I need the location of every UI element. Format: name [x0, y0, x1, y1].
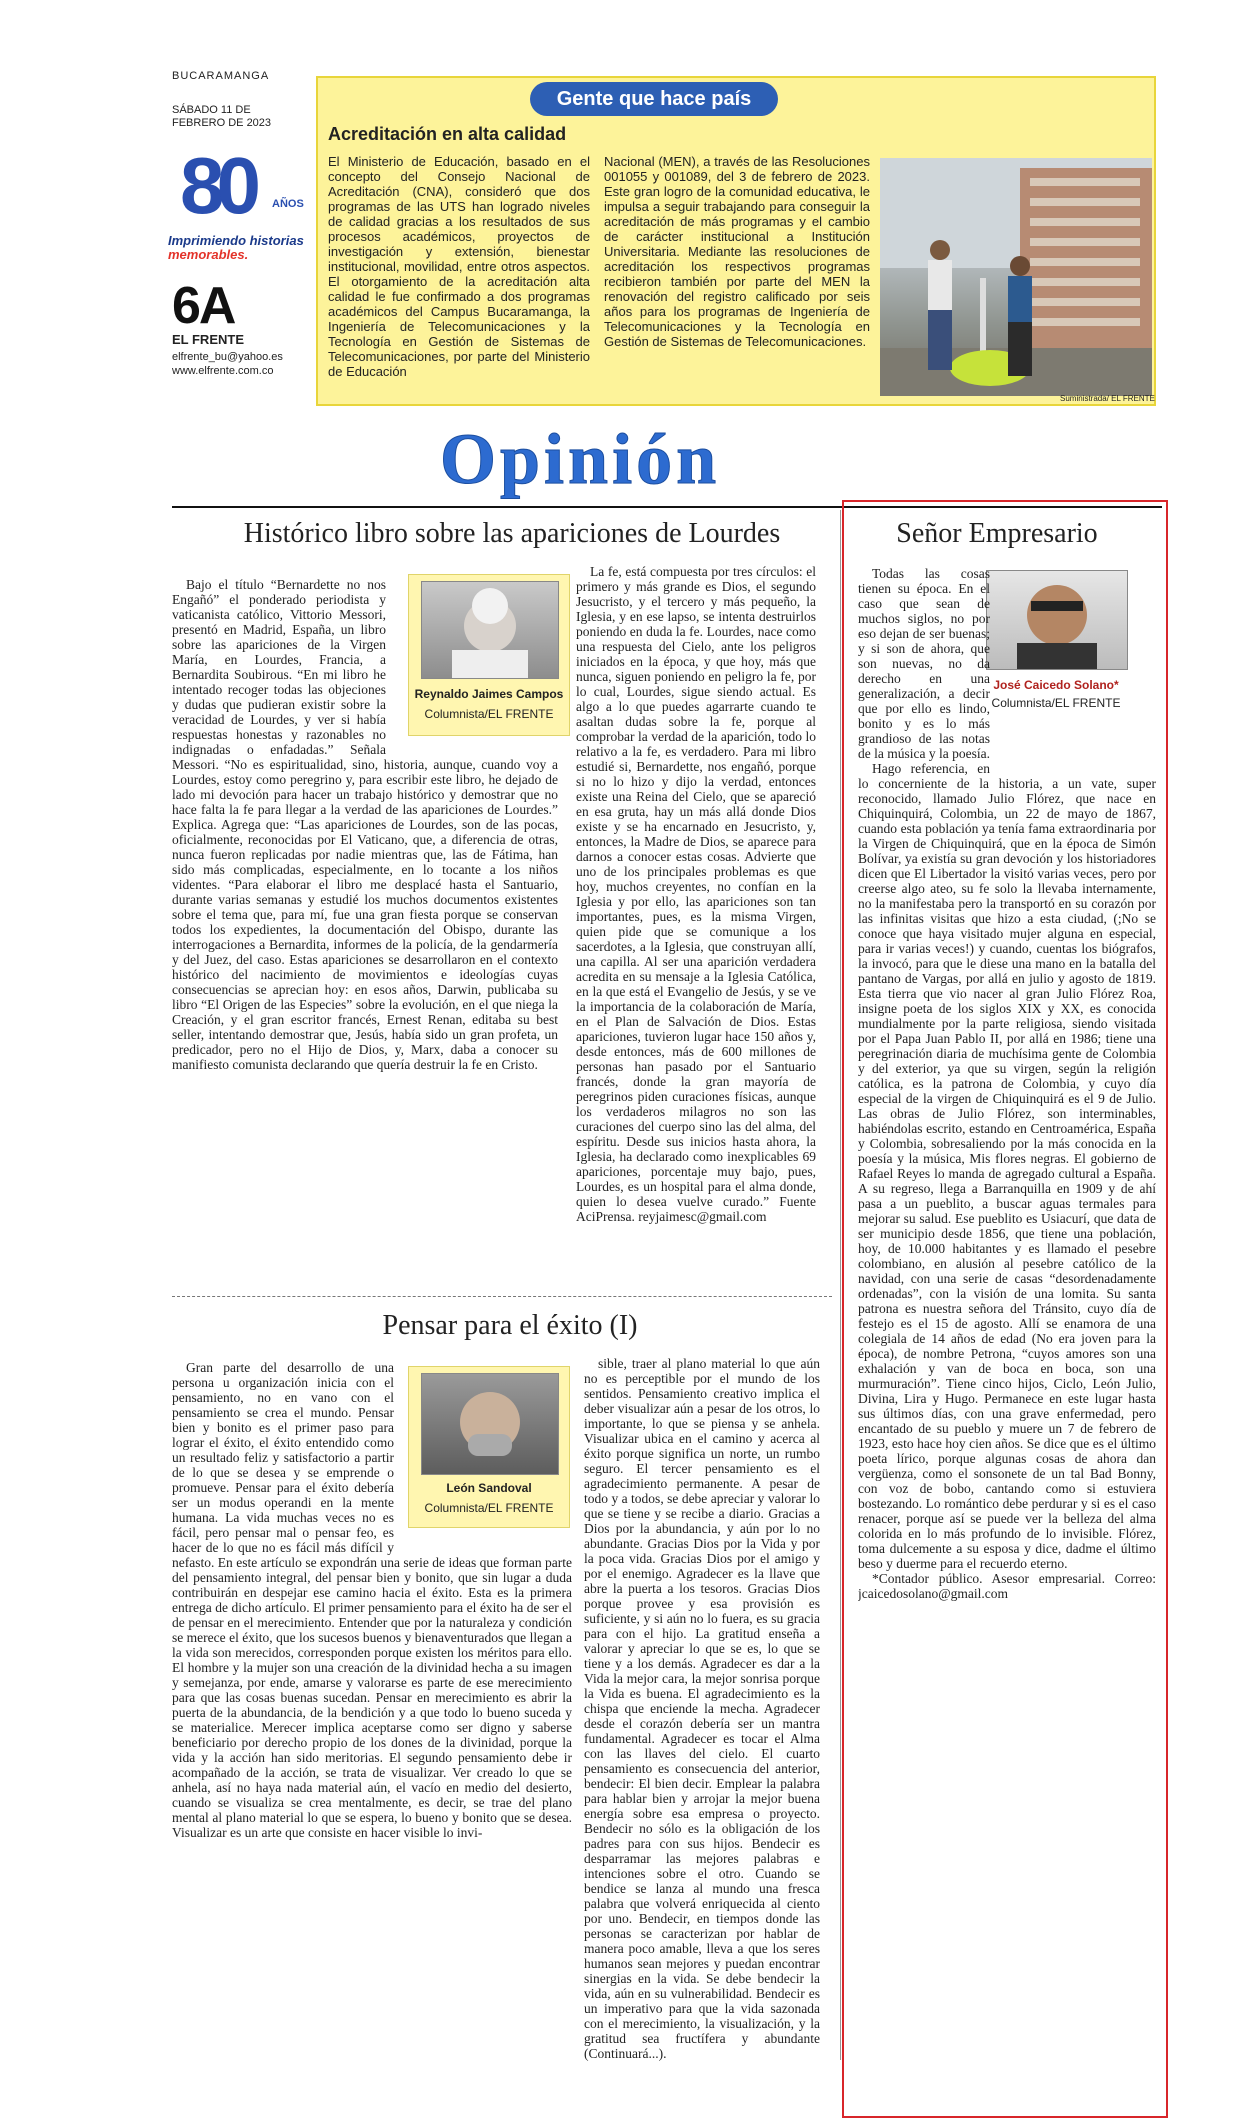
- slogan-line1: Imprimiendo historias: [168, 233, 304, 248]
- article2-column-a: [172, 1360, 572, 2080]
- article1-photo-spacer: [386, 577, 558, 747]
- article2-photo-spacer: [394, 1360, 572, 1544]
- article3-body: [858, 566, 1156, 2106]
- feature-title: Acreditación en alta calidad: [328, 124, 567, 144]
- article3-author-name: José Caicedo Solano*: [993, 678, 1119, 692]
- article1-author-role: Columnista/EL FRENTE: [424, 707, 554, 721]
- article2-text-b: sible, traer al plano material lo que aún no es perceptible por el mundo de los sentidos. Pensamiento creativo implica el deber visualizar aún a pesar de los otros, lo importante, lo que se piensa y se anhela. Visualizar ubica en el camino y acerca al éxito porque significa un norte, un rumbo seguro. El tercer pensamiento es el agradecimiento permanente. A pesar de todo y a todos, se debe apreciar y valorar lo que se tiene y se recibe a diario. Gracias a Dios por la abundancia, y aún por lo no abundante. Gracias Dios por la Vida y por la poca vida. Gracias Dios por el amigo y por el enemigo. Agradecer es la llave que abre la puerta a los tesoros. Gracias Dios porque provee y esa provisión es suficiente, y si aún no lo fuera, es su gracia para con el hijo. La gratitud enseña a valorar y apreciar lo que se es, lo que se tiene y a los demás. Agradecer es dar a la Vida la mejor cara, la mejor sonrisa porque la Vida es buena. El agradecimiento es la chispa que enciende la mecha. Agradecer desde el corazón debería ser un mantra fundamental. Agradecer es tocar el Alma con las llaves del cielo. El cuarto pensamiento es consecuencia del anterior, bendecir: El bien decir. Emplear la palabra para hablar bien y arrojar la mejor buena energía sobre esa empresa o proyecto. Bendecir no sólo es la obligación de los padres para con sus hijos. Bendecir es desparramar las mejores palabras e intenciones sobre el otro. Cuando se bendice se lanza al mundo una fresca palabra que volverá enriquecida al ciento por uno. Bendecir, en tiempos donde las personas se caracterizan por hablar de manera poco amable, lleva a que los seres humanos sean mejores y puedan encontrar sinergias en la vida. Se debe bendecir la vida, aún en su vulnerabilidad. Bendecir es un imperativo para que la vida sazonada con el merecimiento, la visualización, y la gratitud sea fructífera y abundante (Continuará...).: [584, 1356, 820, 2061]
- column-divider: [840, 510, 841, 2060]
- article-separator: [172, 1296, 832, 1297]
- article3-title: Señor Empresario: [896, 518, 1098, 549]
- anniversary-number: 80: [180, 141, 253, 230]
- article2-text-a: Gran parte del desarrollo de una persona u organización inicia con el pensamiento, no en vano con el pensamiento se crea el mundo. Pensar bien y bonito es el primer paso para lograr el éxito, el éxito entendido como un resultado feliz y satisfactorio a partir de lo que se desea y se emprende o promueve. Pensar para el éxito debería ser un modus operandi en la mente humana. La vida muchas veces no es fácil, pero pensar mal o pensar feo, es hacer de lo que no es fácil más difícil y nefasto. En este artículo se expondrán una serie de ideas que forman parte del pensamiento integral, del pensar bien y bonito, que sin lugar a duda contribuirán en despejar ese camino hacia el éxito. Esta es la primera entrega de dicho artículo. El primer pensamiento para el éxito ha de ser el de pensar en el merecimiento. Entender que por la naturaleza y condición se merece el éxito, que los sucesos buenos y bienaventurados que llegan a la vida son merecidos, corresponden porque existen los méritos para ello. El hombre y la mujer son una creación de la divinidad hecha a su imagen y semejanza, por ende, amarse y valorarse es parte de ese merecimiento para que las cosas buenas sucedan. Pensar en merecimiento es abrir la puerta de la abundancia, de la bendición y a que todo lo bueno suceda y se materialice. Merecer implica aceptarse como ser digno y saberse beneficiario por derecho propio de los dones de la divinidad, porque la vida y la acción han sido meritorias. El segundo pensamiento debe ir acompañado de la acción, se trata de visualizar. Ver creado lo que se anhela, así no haya nada material aún, el vacío en medio del desierto, cuando se visualiza se crea mentalmente, es decir, se trae del plano mental al plano material lo que se espera, lo bueno y bonito que se desea. Visualizar es un arte que consiste en hacer visible lo invi-: [172, 1360, 572, 1840]
- page-number: 6A: [172, 277, 235, 335]
- date-label: SÁBADO 11 DE FEBRERO DE 2023: [172, 104, 272, 129]
- website-link[interactable]: www.elfrente.com.co: [172, 365, 274, 377]
- students-building-image: [880, 158, 1152, 396]
- city-label: BUCARAMANGA: [172, 70, 270, 82]
- article1-author-name: Reynaldo Jaimes Campos: [414, 687, 564, 701]
- article1-text-a: Bajo el título “Bernardette no nos Engañó” el ponderado periodista y vaticanista católico, Vittorio Messori, presentó en Madrid, España, un libro sobre las apariciones de la Virgen María, en Lourdes, Francia, a Bernardita Soubirous. “En mi libro he intentado recoger todas las objeciones y dudas que pudieran existir sobre la veracidad de Lourdes, y ver si había respuestas honestas y razonables no indignadas o enfadadas.” Señala Messori. “No es espiritualidad, sino, historia, aunque, cuando voy a Lourdes, estoy como peregrino y, para escribir este libro, he dejado de lado mi devoción para hacer un trabajo histórico y demostrar que no hace falta la fe para llegar a la verdad de las apariciones de Lourdes.” Explica. Agrega que: “Las apariciones de Lourdes, son de las pocas, oficialmente, reconocidas por El Vaticano, que, a diferencia de otras, nunca fueron replicadas por nadie mientras que, las de Fátima, han sido más complicadas, especialmente, en lo tocante a los niños videntes. “Para elaborar el libro me desplacé hasta el Santuario, durante varias semanas y estudié los muchos documentos existentes sobre el tema que, para mí, fue una gran fiesta porque se conservan todos los expedientes, la documentación del Obispo, durante las interrogaciones a Bernardita, informes de la policía, de la gendarmería y del Juez, del caso. Estas apariciones se desarrollaron en el contexto histórico del nacimiento de movimientos e ideologías cuyas consecuencias se aprecian hoy: en esos años, Darwin, publicaba su libro “El Origen de las Especies” sobre la evolución, en el que niega la Creación, y el gran escritor francés, Ernest Renan, editaba su best seller, intentando demostrar que, Jesús, había sido un gran profeta, un predicador, pero no el Hijo de Dios, y, Marx, daba a conocer su manifiesto comunista declarando que quería destruir la fe en Cristo.: [172, 577, 558, 1072]
- article1-column-b: [576, 564, 816, 1304]
- brand-name: EL FRENTE: [172, 332, 244, 347]
- slogan-line2: memorables.: [168, 247, 249, 262]
- article3-lead: Todas las cosas tienen su época. En el caso que sean de muchos siglos, no por eso dejan de ser buenas; y si son de ahora, que son nuevas, no da derecho en una generalización, a decir que por ello es lindo, bonito y es lo más grandioso de las notas de la música y la poesía.: [858, 566, 990, 761]
- article2-column-b: [584, 1356, 820, 2080]
- article1-column-a: [172, 576, 558, 1304]
- article1-text-b: La fe, está compuesta por tres círculos: el primero y más grande es Dios, el segundo Jesucristo, y el tercero y más pequeño, la Iglesia, y en ese lapso, se intenta destruirlos poniendo en duda la fe. Lourdes, nace como una respuesta del Cielo, ante los peligros iniciados en la época, y que hoy, más que nunca, siguen poniendo en peligro la fe, por lo cual, Lourdes, sigue siendo actual. Es algo a lo que puedes agarrarte cuando te asaltan dudas sobre la fe, porque al comprobar la verdad de la aparición, todo lo relativo a la fe, es verdadero. Para mi libro estudié si, Bernardette, nos engañó, porque si no lo hizo y dijo la verdad, entonces existe una Reina del Cielo, que se apareció en esa gruta, hay un más allá donde Dios existe y se ha encarnado en Jesucristo, y, entonces, la Madre de Dios, se aparece para darnos a conocer estas cosas. Advierte que uno de los principales problemas es que hoy, muchos creyentes, no confían en la Iglesia y por ello, las apariciones son tan importantes, pues, es la misma Virgen, quien pide que se comunique a los sacerdotes, a la Iglesia, que construyan allí, una capilla. Al ser una aparición verdadera acredita en su mensaje a la Iglesia Católica, en la que está el Evangelio de Jesús, y se ve la importancia de la colaboración de María, en el Plan de Salvación de Dios. Estas apariciones, tuvieron lugar hace 150 años y, desde entonces, más de 600 millones de personas han pasado por el Santuario francés, donde la gran mayoría de peregrinos piden curaciones físicas, aunque los verdaderos milagros no son las curaciones del cuerpo sino las del alma, del espíritu. Desde sus inicios hasta ahora, la Iglesia, ha declarado como inexplicables 69 apariciones, porcentaje muy bajo, pues, Lourdes, es un hospital para el alma donde, quien lo desea vuelve curado.” Fuente AciPrensa. reyjaimesc@gmail.com: [576, 564, 816, 1224]
- anniversary-label: AÑOS: [272, 198, 304, 210]
- article2-author-role: Columnista/EL FRENTE: [424, 1501, 554, 1515]
- section-title: Opinión: [440, 419, 721, 499]
- feature-banner: Gente que hace país: [530, 82, 778, 116]
- article1-title: Histórico libro sobre las apariciones de Lourdes: [243, 518, 781, 549]
- article3-footnote: *Contador público. Asesor empresarial. Correo: jcaicedosolano@gmail.com: [858, 1571, 1156, 1601]
- article3-text: Hago referencia, en lo concerniente de la historia, a un vate, super reconocido, llamado Julio Flórez, que nace en Chiquinquirá, Colombia, un 22 de mayo de 1867, cuando esta población ya tenía fama extraordinaria por la Virgen de Chiquinquirá, que en la época de Simón Bolívar, ya existía su gran devoción y los historiadores dicen que El Libertador la visitó varias veces, pero por creerse algo ateo, su fe solo la llevaba internamente, no la manifestaba pero la transportó en su corazón por las infinitas visitas que hizo a esta ciudad, (;No se conoce que haya visitado mujer alguna en especial, para ir varias veces!) y cuando, cuentas los biógrafos, la invocó, para que le diese una mano en la batalla del pantano de Vargas, por allá en julio y agosto de 1819. Esta tierra que vio nacer al gran Julio Flórez Roa, insigne poeta de los siglos XIX y XX, es conocida mundialmente por la parte religiosa, siendo visitada por el Papa Juan Pablo II, por allá en 1986; tiene una peregrinación diaria de muchísima gente de Colombia y del exterior, ya que su virgen, según la religión católica, es la patrona de Colombia, y cuyo día especial de la virgen de Chiquinquirá es el 9 de Julio. Las obras de Julio Flórez, son interminables, habiéndolas escrito, estando en Centroamérica, España y Colombia, sobresaliendo por la más conocida en la poesía y la música, Mis flores negras. El gobierno de Rafael Reyes lo manda de agregado cultural a España. A su regreso, llega a Barranquilla en 1909 y de ahí pasa a un pueblito, a buscar aguas termales para mejorar su salud. Ese pueblito es Usiacurí, que data de ser municipio desde 1856, que tiene una población, hoy, de 10.000 habitantes y es llamado el pesebre colombiano, en alusión al pesebre católico de la navidad, con una serie de casas “desordenadamente ordenadas”, con la visión de una lomita. Su santa patrona es nuestra señora del Tránsito, cuyo día de festejo es el 15 de agosto. Allí se enamora de una colegiala de 14 años de edad (No era joven para la época), de nombre Petrona, “cuyos amores son una exhalación y van de boca en boca, son una murmuración”. Tiene cinco hijos, Ciclo, León Julio, Divina, Lira y Hugo. Permanece en este lugar hasta sus últimos días, con una grave enfermedad, pero encantado de su pueblo y muere un 7 de febrero de 1923, esto hace hoy cien años. Se dice que es el último poeta lírico, porque algunas cosas de ahora dan vergüenza, como el sonsonete de un tal Bad Bonny, con voz de bobo, cantando como si estuviera bostezando. Lo romántico debe perdurar y si es el caso renacer, porque así se puede ver la belleza del alma colorida en lo más profundo de lo invisible. Flórez, toma dulcemente a su esposa y dice, dadme el último beso y duerme para el recuerdo eterno.: [858, 761, 1156, 1571]
- article3-photo-spacer: [990, 566, 1156, 762]
- article2-author-name: León Sandoval: [446, 1481, 532, 1495]
- email-link[interactable]: elfrente_bu@yahoo.es: [172, 351, 283, 363]
- feature-column-1: El Ministerio de Educación, basado en el concepto del Consejo Nacional de Acreditación (CNA), consideró que dos programas de las UTS han logrado niveles de calidad gracias a los resultados de sus procesos académicos, proyectos de investigación y extensión, bienestar institucional, movilidad, entre otros aspectos. El otorgamiento de la acreditación alta calidad le fue confirmado a dos programas académicos del Campus Bucaramanga, la Ingeniería de Telecomunicaciones y la Tecnología en Gestión de Sistemas de Telecomunicaciones, por parte del Ministerio de Educación: [328, 154, 590, 379]
- feature-photo: [880, 158, 1152, 396]
- article2-title: Pensar para el éxito (I): [382, 1310, 638, 1341]
- feature-column-2: Nacional (MEN), a través de las Resoluciones 001055 y 001089, del 3 de febrero de 2023. Este gran logro de la comunidad educativa, le impulsa a seguir trabajando para conseguir la acreditación de más programas y el cambio de carácter institucional a Institución Universitaria. Mediante las resoluciones de acreditación los respectivos programas recibieron también por parte del MEN la renovación del registro calificado por seis años para los programas de Ingeniería de Telecomunicaciones y la Tecnología en Gestión de Sistemas de Telecomunicaciones.: [604, 154, 870, 349]
- slogan: [168, 234, 308, 262]
- anniversary-logo: [180, 141, 290, 232]
- article3-author-role: Columnista/EL FRENTE: [991, 696, 1121, 710]
- photo-credit: Suministrada/ EL FRENTE: [1060, 394, 1155, 403]
- contact-info: [172, 350, 283, 378]
